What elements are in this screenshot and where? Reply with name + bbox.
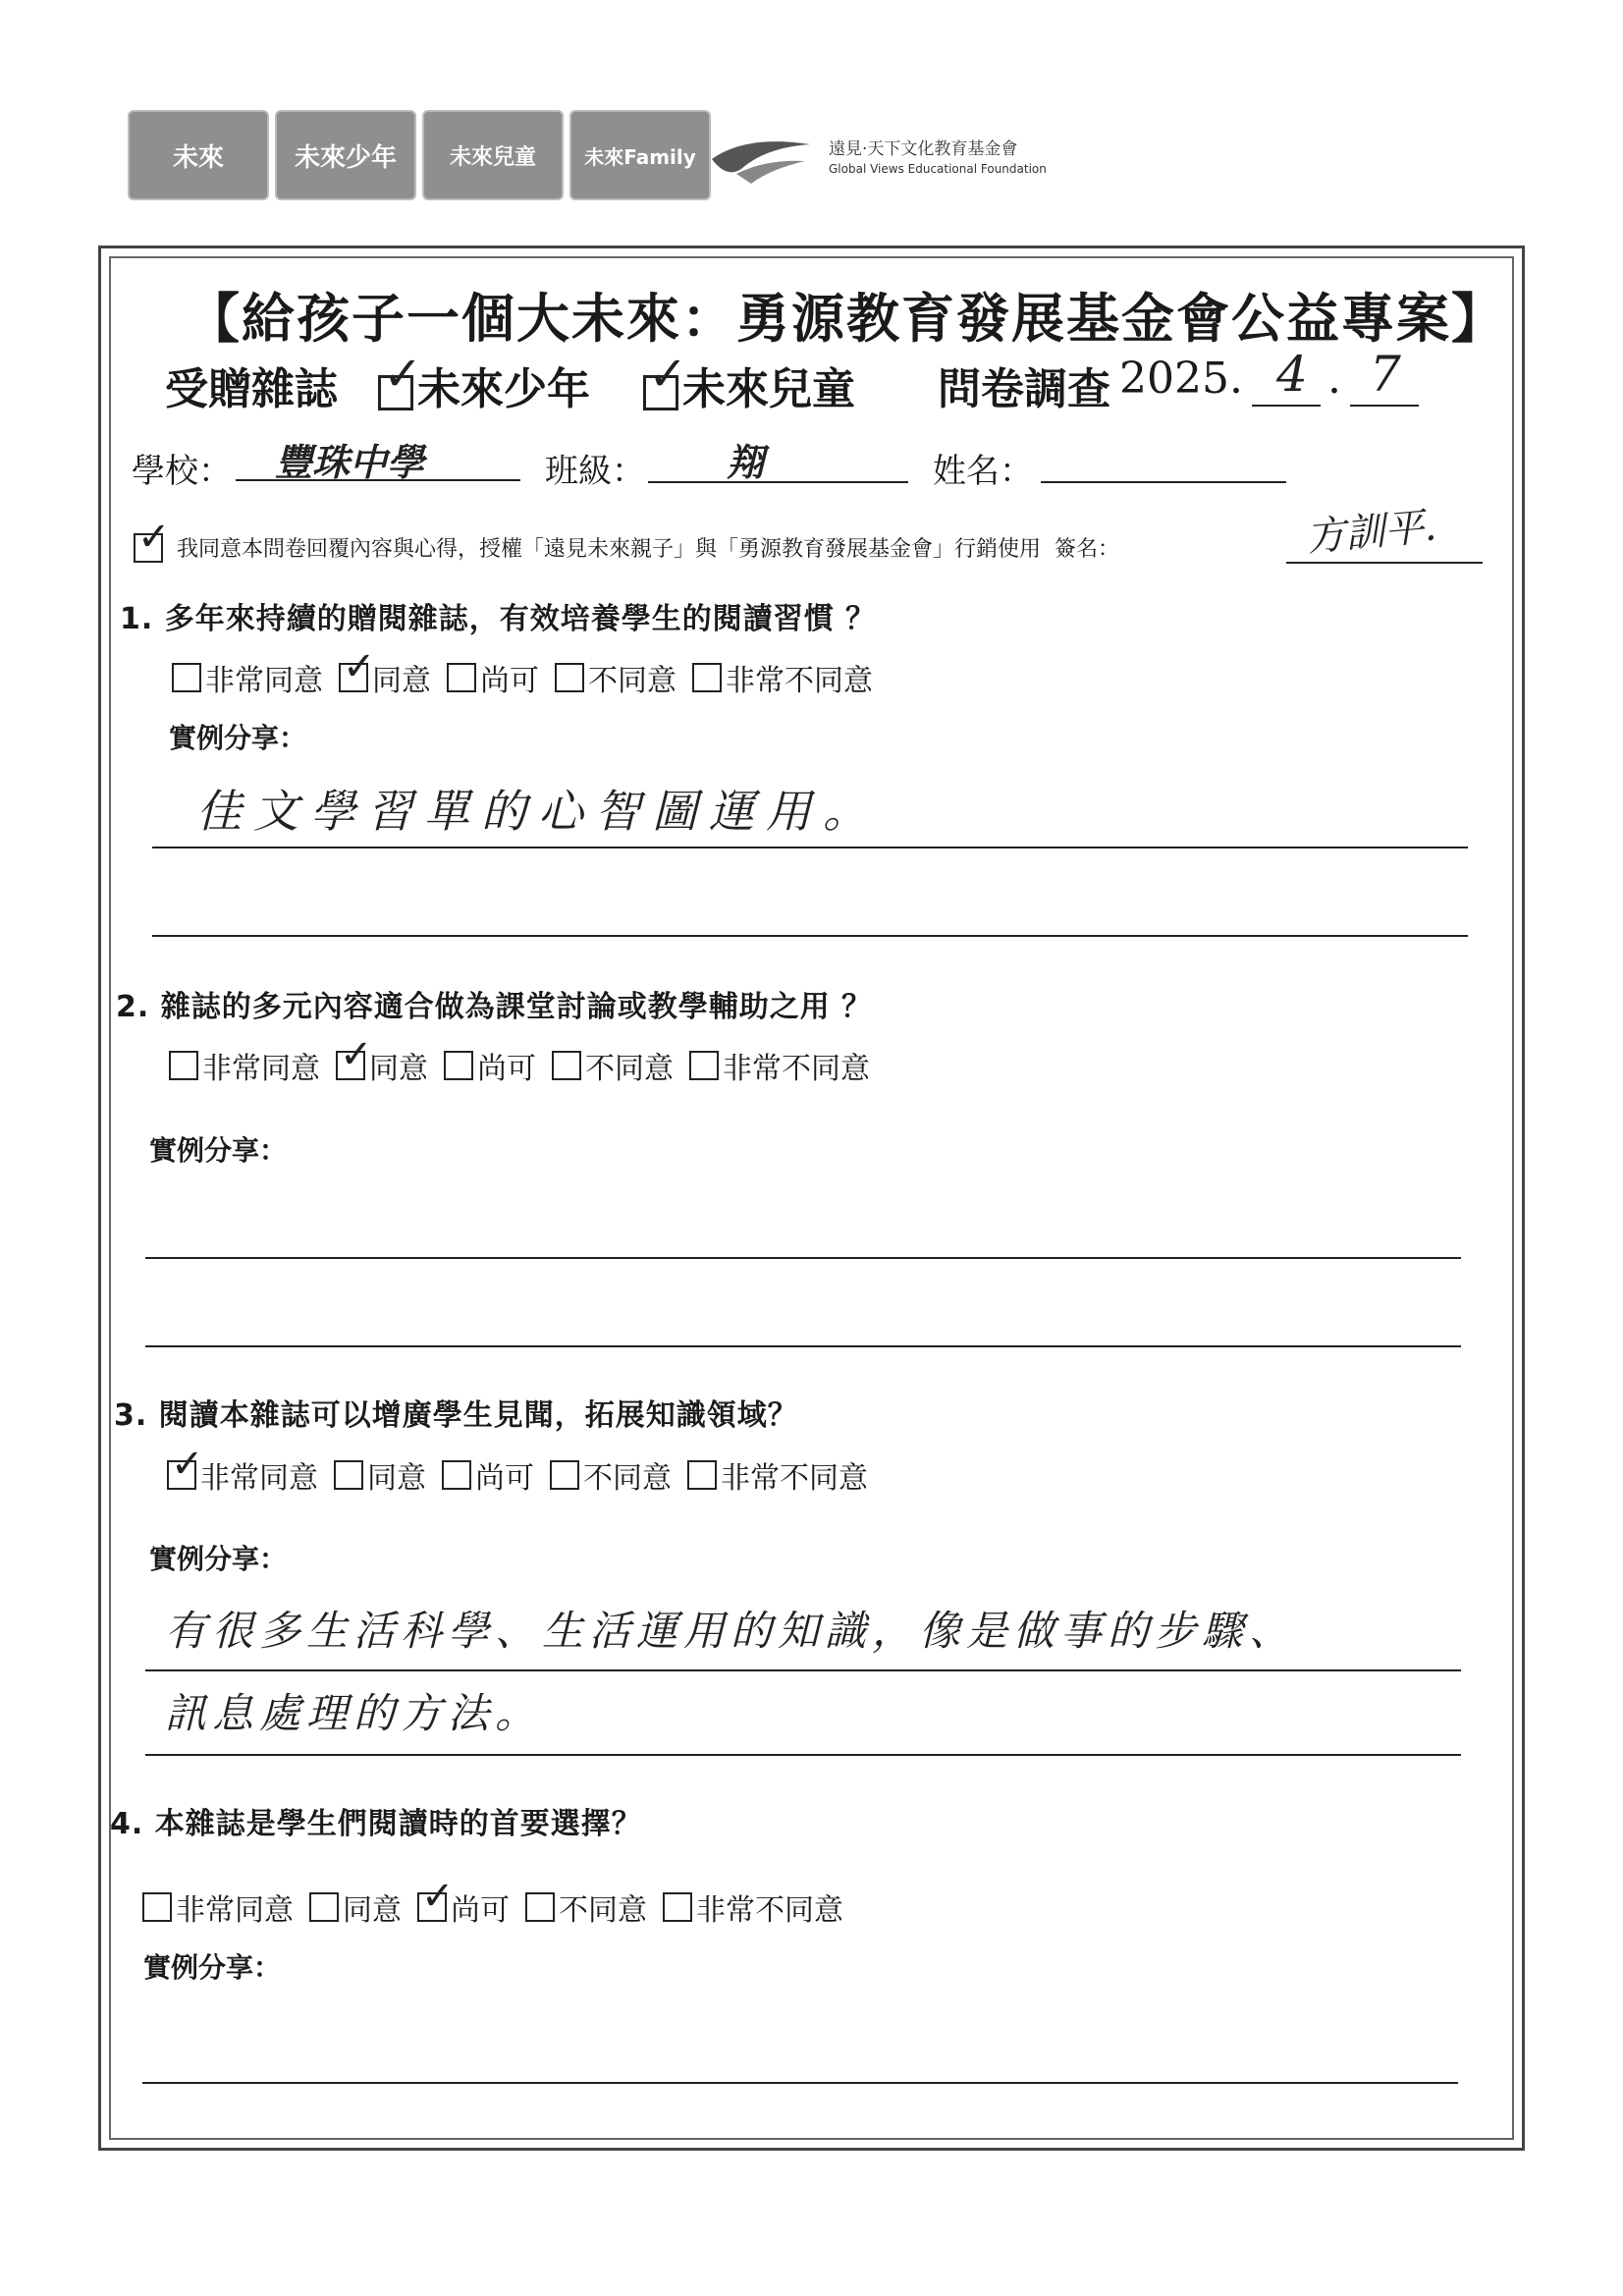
class-label: 班級：	[545, 452, 645, 491]
q3-example-label: 實例分享：	[149, 1543, 288, 1575]
survey-label: 問卷調查	[938, 364, 1110, 414]
q2-checkbox-3[interactable]	[444, 1051, 473, 1080]
q2-option-label-4: 不同意	[585, 1052, 674, 1086]
q1-option-1[interactable]	[172, 656, 323, 699]
survey-year: 2025.	[1119, 354, 1243, 404]
q3-option-label-2: 同意	[367, 1461, 426, 1496]
question-1-number: 1.	[120, 602, 154, 636]
q2-example-label: 實例分享：	[149, 1134, 288, 1167]
q1-checkbox-4[interactable]	[555, 663, 584, 692]
magazine-2-label: 未來兒童	[682, 364, 855, 414]
question-1-text: 多年來持續的贈閱雜誌，有效培養學生的閱讀習慣 ？	[164, 602, 877, 636]
q1-example-label: 實例分享：	[169, 722, 307, 754]
magazines-label: 受贈雜誌	[165, 364, 338, 414]
foundation-logo	[707, 130, 1047, 189]
q2-option-4[interactable]	[552, 1044, 674, 1087]
q2-option-label-5: 非常不同意	[723, 1052, 870, 1086]
consent-text: 我同意本問卷回覆內容與心得，授權「遠見未來親子」與「勇源教育發展基金會」行銷使用	[177, 537, 1042, 562]
q4-checkbox-1[interactable]	[142, 1892, 172, 1922]
q3-checkbox-2[interactable]	[334, 1460, 363, 1490]
magazine-1-checkbox[interactable]	[378, 375, 413, 410]
q3-option-1[interactable]	[167, 1453, 318, 1497]
question-4-options	[142, 1886, 843, 1929]
q4-option-2[interactable]	[309, 1886, 402, 1929]
q4-option-3[interactable]	[417, 1886, 510, 1929]
q2-option-2[interactable]	[336, 1044, 428, 1087]
q2-checkbox-1[interactable]	[169, 1051, 198, 1080]
q3-option-label-1: 非常同意	[200, 1461, 318, 1496]
q1-checkbox-3[interactable]	[447, 663, 476, 692]
foundation-name-en: Global Views Educational Foundation	[829, 162, 1047, 176]
q2-option-5[interactable]	[689, 1044, 870, 1087]
q4-option-label-4: 不同意	[559, 1893, 647, 1928]
foundation-swoosh-icon	[707, 130, 815, 189]
q4-option-4[interactable]	[525, 1886, 647, 1929]
foundation-name: 遠見‧天下文化教育基金會	[829, 139, 1018, 159]
q4-checkbox-3[interactable]	[417, 1892, 447, 1922]
consent-row	[134, 532, 1119, 563]
question-2-number: 2.	[116, 990, 150, 1024]
question-1-options	[172, 656, 873, 699]
q1-option-label-4: 不同意	[588, 664, 676, 698]
signature: 方訓平.	[1304, 504, 1438, 561]
logo-weilai-ertong: 未來兒童	[422, 110, 564, 200]
sign-label: 簽名：	[1055, 537, 1120, 562]
q1-option-label-3: 尚可	[480, 664, 539, 698]
magazine-option-1[interactable]	[378, 354, 590, 416]
q1-option-label-1: 非常同意	[205, 664, 323, 698]
consent-checkbox[interactable]	[134, 533, 163, 563]
question-4-text: 本雜誌是學生們閱讀時的首要選擇？	[154, 1807, 642, 1841]
logo-weilai: 未來	[128, 110, 269, 200]
question-4	[110, 1799, 642, 1842]
q1-option-label-5: 非常不同意	[726, 664, 873, 698]
q1-checkbox-2[interactable]	[339, 663, 368, 692]
question-3-options	[167, 1453, 868, 1497]
q2-option-label-3: 尚可	[477, 1052, 536, 1086]
q3-option-3[interactable]	[442, 1453, 534, 1497]
name-label: 姓名：	[933, 452, 1033, 491]
q3-option-2[interactable]	[334, 1453, 426, 1497]
q4-option-label-2: 同意	[343, 1893, 402, 1928]
q1-checkbox-5[interactable]	[692, 663, 722, 692]
magazine-2-checkbox[interactable]	[643, 375, 678, 410]
logo-weilai-shaonian: 未來少年	[275, 110, 416, 200]
q2-option-label-2: 同意	[369, 1052, 428, 1086]
q1-checkbox-1[interactable]	[172, 663, 201, 692]
form-title: 【給孩子一個大未來：勇源教育發展基金會公益專案】	[187, 287, 1506, 350]
q4-option-1[interactable]	[142, 1886, 294, 1929]
survey-month: 4	[1276, 346, 1308, 403]
survey-day: 7	[1370, 346, 1401, 403]
q1-option-4[interactable]	[555, 656, 676, 699]
q3-option-5[interactable]	[687, 1453, 868, 1497]
q4-checkbox-2[interactable]	[309, 1892, 339, 1922]
q4-option-5[interactable]	[663, 1886, 843, 1929]
q4-option-label-1: 非常同意	[176, 1893, 294, 1928]
q4-checkbox-4[interactable]	[525, 1892, 555, 1922]
q4-example-label: 實例分享：	[143, 1951, 282, 1984]
logo-weilai-family: 未來Family	[569, 110, 711, 200]
q3-checkbox-1[interactable]	[167, 1460, 196, 1490]
q3-checkbox-3[interactable]	[442, 1460, 471, 1490]
q3-option-4[interactable]	[550, 1453, 672, 1497]
q1-option-3[interactable]	[447, 656, 539, 699]
question-4-number: 4.	[110, 1807, 144, 1841]
q2-option-label-1: 非常同意	[202, 1052, 320, 1086]
q2-checkbox-2[interactable]	[336, 1051, 365, 1080]
question-2-text: 雜誌的多元內容適合做為課堂討論或教學輔助之用 ？	[160, 990, 873, 1024]
q4-checkbox-5[interactable]	[663, 1892, 692, 1922]
question-2-options	[169, 1044, 870, 1087]
q1-option-5[interactable]	[692, 656, 873, 699]
school-label: 學校：	[132, 452, 232, 491]
q1-option-2[interactable]	[339, 656, 431, 699]
question-3-text: 閱讀本雜誌可以增廣學生見聞，拓展知識領域？	[158, 1398, 798, 1433]
q3-option-label-3: 尚可	[475, 1461, 534, 1496]
q4-option-label-3: 尚可	[451, 1893, 510, 1928]
question-3	[114, 1391, 798, 1434]
q3-option-label-5: 非常不同意	[721, 1461, 868, 1496]
survey-date-dot: .	[1327, 354, 1341, 404]
question-3-number: 3.	[114, 1398, 148, 1433]
q2-option-1[interactable]	[169, 1044, 320, 1087]
q2-option-3[interactable]	[444, 1044, 536, 1087]
q1-answer-line-1[interactable]: 佳文學習單的心智圖運用。	[196, 785, 880, 838]
q2-checkbox-5[interactable]	[689, 1051, 719, 1080]
q3-option-label-4: 不同意	[583, 1461, 672, 1496]
magazine-1-label: 未來少年	[417, 364, 590, 414]
q1-option-label-2: 同意	[372, 664, 431, 698]
class-value[interactable]: 翔	[727, 440, 765, 484]
q3-checkbox-4[interactable]	[550, 1460, 579, 1490]
q2-checkbox-4[interactable]	[552, 1051, 581, 1080]
header-logos	[128, 110, 1109, 198]
magazine-option-2[interactable]	[643, 354, 855, 416]
q3-checkbox-5[interactable]	[687, 1460, 717, 1490]
q3-answer-line-1[interactable]: 有很多生活科學、生活運用的知識，像是做事的步驟、	[165, 1607, 1297, 1655]
q3-answer-line-2[interactable]: 訊息處理的方法。	[165, 1689, 543, 1737]
q4-option-label-5: 非常不同意	[696, 1893, 843, 1928]
school-value[interactable]: 豐珠中學	[275, 440, 425, 484]
question-1	[120, 594, 876, 637]
question-2	[116, 982, 872, 1025]
